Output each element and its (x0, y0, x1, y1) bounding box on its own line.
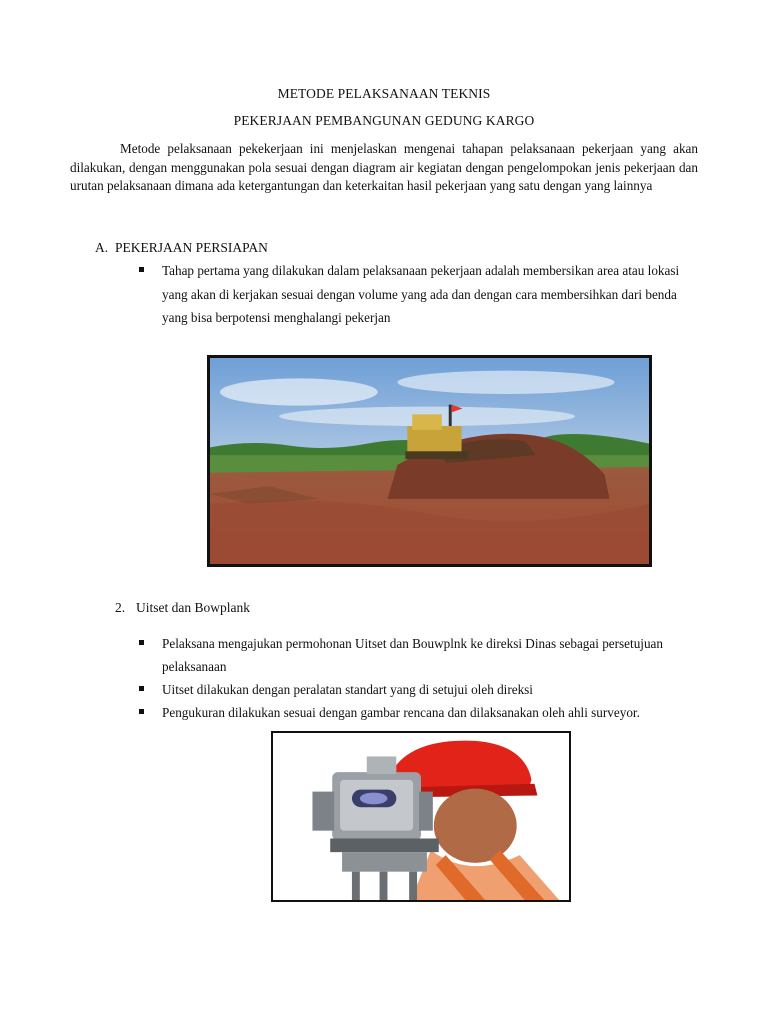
land-clearing-photo (207, 355, 652, 567)
document-subtitle: PEKERJAAN PEMBANGUNAN GEDUNG KARGO (233, 113, 535, 128)
surveyor-photo (271, 731, 571, 902)
square-bullet-icon (139, 709, 144, 714)
section-a-heading (95, 240, 268, 256)
list-item (139, 701, 699, 724)
section-2-heading (115, 600, 250, 616)
list-item (139, 632, 699, 678)
bullet-text: Pelaksana mengajukan permohonan Uitset dan Bouwplnk ke direksi Dinas sebagai persetujuan pelaksanaan (162, 636, 663, 674)
section-2-title: Uitset dan Bowplank (136, 600, 250, 615)
surveyor-theodolite-image (273, 733, 569, 900)
intro-paragraph: Metode pelaksanaan pekekerjaan ini menjelaskan mengenai tahapan pelaksanaan pekerjaan yang akan dilakukan, dengan menggunakan pola sesuai dengan diagram air kegiatan dengan pengelompokan jenis pekerjaan dan urutan pelaksanaan dimana ada ketergantungan dan keterkaitan hasil pekerjaan yang satu dengan yang lainnya (70, 141, 698, 193)
bullet-text: Tahap pertama yang dilakukan dalam pelaksanaan pekerjaan adalah membersikan area atau lokasi yang akan di kerjakan sesuai dengan volume yang ada dan dengan cara membersihkan dari benda yang bisa berpotensi menghalangi pekerjan (162, 263, 680, 325)
section-a-number: A. (95, 240, 109, 255)
square-bullet-icon (139, 640, 144, 645)
bullet-text: Uitset dilakukan dengan peralatan standart yang di setujui oleh direksi (162, 682, 533, 697)
section-2-number: 2. (115, 600, 126, 615)
square-bullet-icon (139, 686, 144, 691)
bulldozer-clearing-image (210, 358, 649, 564)
list-item (139, 259, 699, 330)
section-2-bullet-list (139, 632, 699, 724)
list-item (139, 678, 699, 701)
bullet-text: Pengukuran dilakukan sesuai dengan gambar rencana dan dilaksanakan oleh ahli surveyor. (162, 705, 640, 720)
square-bullet-icon (139, 267, 144, 272)
section-a-bullet-list (139, 259, 699, 330)
document-title: METODE PELAKSANAAN TEKNIS (277, 86, 491, 101)
section-a-title: PEKERJAAN PERSIAPAN (115, 240, 268, 255)
